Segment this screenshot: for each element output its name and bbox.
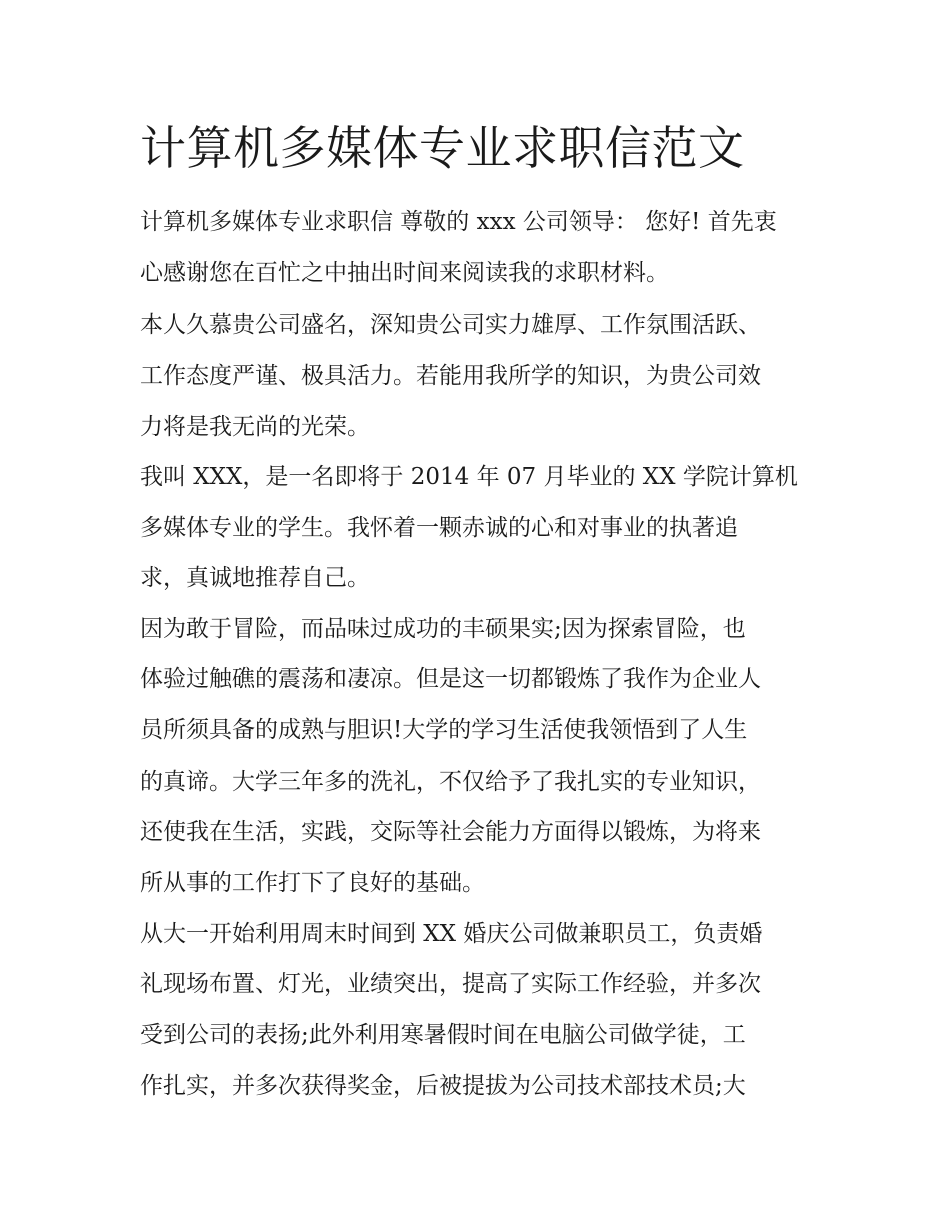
text-line: 受到公司的表扬;此外利用寒暑假时间在电脑公司做学徒，工 (140, 1022, 746, 1048)
text-line: 心感谢您在百忙之中抽出时间来阅读我的求职材料。 (140, 260, 669, 286)
text-line: 计算机多媒体专业求职信 尊敬的 xxx 公司领导： 您好! 首先衷 (140, 209, 777, 235)
text-line: 工作态度严谨、极具活力。若能用我所学的知识，为贵公司效 (140, 363, 761, 389)
text-line: 力将是我无尚的光荣。 (140, 414, 370, 440)
text-line: 因为敢于冒险，而品味过成功的丰硕果实;因为探索冒险，也 (140, 616, 746, 642)
text-line: 本人久慕贵公司盛名，深知贵公司实力雄厚、工作氛围活跃、 (140, 312, 761, 338)
text-line: 员所须具备的成熟与胆识!大学的学习生活使我领悟到了人生 (140, 717, 748, 743)
text-line: 的真谛。大学三年多的洗礼，不仅给予了我扎实的专业知识， (140, 769, 761, 795)
text-line: 作扎实，并多次获得奖金，后被提拔为公司技术部技术员;大 (140, 1073, 746, 1099)
text-line: 体验过触礁的震荡和凄凉。但是这一切都锻炼了我作为企业人 (140, 666, 761, 692)
text-line: 我叫 XXX，是一名即将于 2014 年 07 月毕业的 XX 学院计算机 (140, 464, 798, 490)
text-line: 求，真诚地推荐自己。 (140, 565, 370, 591)
text-line: 所从事的工作打下了良好的基础。 (140, 870, 485, 896)
text-line: 从大一开始利用周末时间到 XX 婚庆公司做兼职员工，负责婚 (140, 921, 763, 947)
text-line: 多媒体专业的学生。我怀着一颗赤诚的心和对事业的执著追 (140, 515, 738, 541)
text-line: 还使我在生活，实践，交际等社会能力方面得以锻炼，为将来 (140, 819, 761, 845)
document-title: 计算机多媒体专业求职信范文 (140, 121, 745, 175)
text-line: 礼现场布置、灯光，业绩突出，提高了实际工作经验，并多次 (140, 971, 761, 997)
